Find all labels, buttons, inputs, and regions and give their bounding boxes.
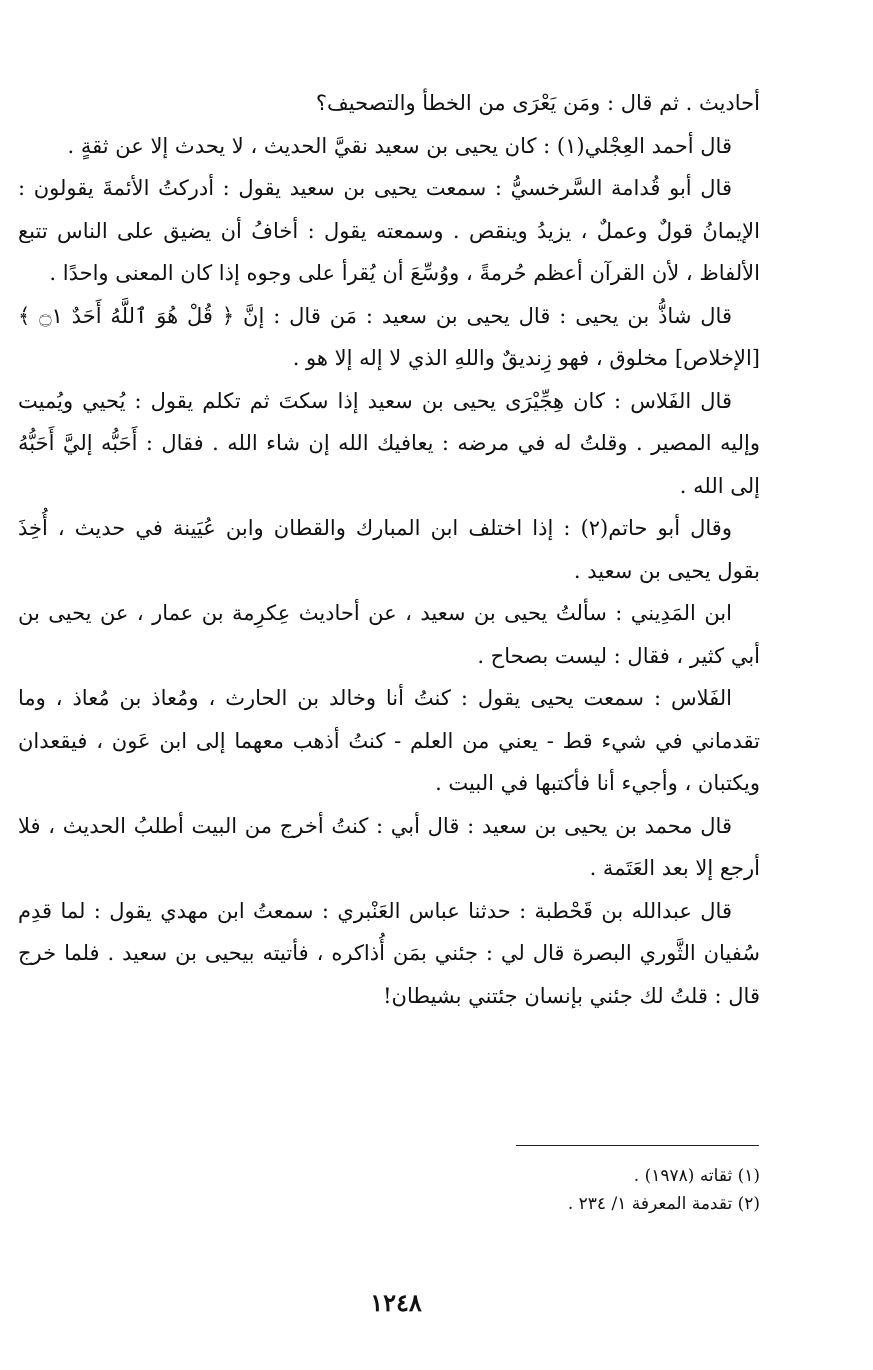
footnote-1: (١) ثقاته (١٩٧٨) . [633, 1166, 760, 1186]
footnote-2: (٢) تقدمة المعرفة ١/ ٢٣٤ . [567, 1194, 760, 1214]
paragraph-7: ابن المَدِيني : سألتُ يحيى بن سعيد ، عن أحاديث عِكرِمة بن عمار ، عن يحيى بن أبي كثير ، فقال : ليست بصحاح . [18, 601, 760, 668]
paragraph-3: قال أبو قُدامة السَّرخسيُّ : سمعت يحيى بن سعيد يقول : أدركتُ الأئمةَ يقولون : الإيمانُ قولٌ وعملٌ ، يزيدُ وينقص . وسمعته يقول : أخافُ أن يضيق على الناس تتبع الألفاظ ، لأن القرآن أعظم حُرمةً ، ووُسِّعَ أن يُقرأ على وجوه إذا كان المعنى واحدًا . [18, 176, 760, 285]
paragraph-6: وقال أبو حاتم(٢) : إذا اختلف ابن المبارك والقطان وابن عُيَينة في حديث ، أُخِذَ بقول يحيى بن سعيد . [18, 516, 760, 583]
paragraph-9: قال محمد بن يحيى بن سعيد : قال أبي : كنتُ أخرج من البيت أطلبُ الحديث ، فلا أرجع إلا بعد العَتَمة . [18, 813, 760, 880]
paragraph-5: قال الفَلاس : كان هِجِّيْرَى يحيى بن سعيد إذا سكتَ ثم تكلم يقول : يُحيي ويُميت وإليه المصير . وقلتُ له في مرضه : يعافيك الله إن شاء الله . فقال : أَحَبُّه إليَّ أَحَبُّهُ إلى الله . [18, 388, 760, 498]
main-text [18, 82, 760, 1017]
paragraph-10: قال عبدالله بن قَحْطبة : حدثنا عباس العَنْبري : سمعتُ ابن مهدي يقول : لما قدِم سُفيان الثَّوري البصرة قال لي : جئني بمَن أُذاكره ، فأتيته بيحيى بن سعيد . فلما خرج قال : قلتُ لك جئني بإنسان جئتني بشيطان! [18, 898, 760, 1008]
paragraph-8: الفَلاس : سمعت يحيى يقول : كنتُ أنا وخالد بن الحارث ، ومُعاذ بن مُعاذ ، وما تقدماني في شيء قط - يعني من العلم - كنتُ أذهب معهما إلى ابن عَون ، فيقعدان ويكتبان ، وأجيء أنا فأكتبها في البيت . [18, 686, 760, 795]
paragraph-4: قال شاذُّ بن يحيى : قال يحيى بن سعيد : مَن قال : إنَّ ﴿ قُلْ هُوَ ٱللَّهُ أَحَدٌ ۝١ ﴾ [الإخلاص] مخلوق ، فهو زِنديقٌ واللهِ الذي لا إله إلا هو . [18, 303, 760, 370]
footnote-divider [516, 1145, 759, 1146]
footnotes [380, 1162, 760, 1218]
paragraph-2: قال أحمد العِجْلي(١) : كان يحيى بن سعيد نقيَّ الحديث ، لا يحدث إلا عن ثقةٍ . [67, 133, 732, 158]
page-number: ١٢٤٨ [370, 1288, 422, 1317]
paragraph-1: أحاديث . ثم قال : ومَن يَعْرَى من الخطأ والتصحيف؟ [315, 91, 760, 115]
